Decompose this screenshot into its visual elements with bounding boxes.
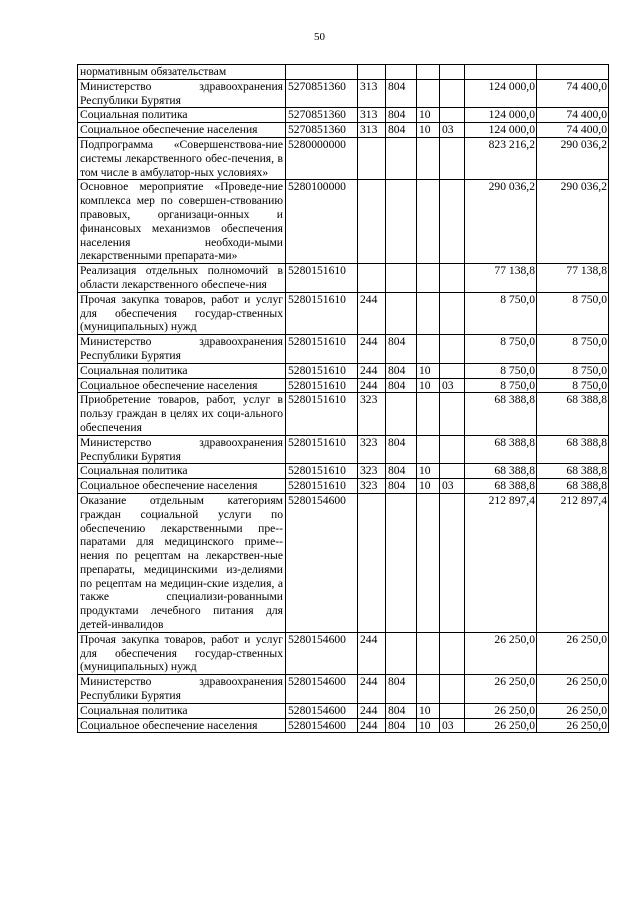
section-code-cell: 10: [417, 378, 440, 393]
expense-type-code-cell: 313: [358, 123, 386, 138]
subsection-code-cell: 03: [440, 718, 465, 733]
subsection-code-cell: [440, 632, 465, 674]
amount-second-cell: 8 750,0: [537, 363, 609, 378]
ministry-code-cell: [386, 264, 417, 293]
amount-first-cell: 68 388,8: [465, 464, 537, 479]
amount-first-cell: 26 250,0: [465, 632, 537, 674]
table-row: [78, 718, 609, 733]
amount-second-cell: 26 250,0: [537, 718, 609, 733]
table-body: [78, 65, 609, 733]
section-code-cell: [417, 335, 440, 364]
subsection-code-cell: [440, 393, 465, 435]
expense-type-code-cell: [358, 137, 386, 179]
target-article-code-cell: 5280151610: [286, 479, 358, 494]
ministry-code-cell: 804: [386, 108, 417, 123]
expense-type-code-cell: 244: [358, 703, 386, 718]
section-code-cell: 10: [417, 464, 440, 479]
subsection-code-cell: 03: [440, 479, 465, 494]
amount-second-cell: 68 388,8: [537, 435, 609, 464]
amount-first-cell: 290 036,2: [465, 180, 537, 264]
item-name-cell: Социальная политика: [78, 464, 286, 479]
amount-first-cell: 124 000,0: [465, 79, 537, 108]
ministry-code-cell: 804: [386, 675, 417, 704]
item-name-cell: Социальная политика: [78, 108, 286, 123]
table-row: [78, 65, 609, 80]
amount-second-cell: 77 138,8: [537, 264, 609, 293]
subsection-code-cell: [440, 363, 465, 378]
ministry-code-cell: [386, 65, 417, 80]
ministry-code-cell: 804: [386, 363, 417, 378]
target-article-code-cell: 5280151610: [286, 464, 358, 479]
budget-table: [77, 64, 609, 733]
subsection-code-cell: [440, 79, 465, 108]
ministry-code-cell: 804: [386, 718, 417, 733]
item-name-cell: Прочая закупка товаров, работ и услуг для обеспечения государ-ственных (муниципальных) нужд: [78, 292, 286, 334]
target-article-code-cell: 5270851360: [286, 79, 358, 108]
page-number: 50: [314, 31, 325, 43]
table-row: [78, 479, 609, 494]
amount-second-cell: 8 750,0: [537, 378, 609, 393]
amount-second-cell: 74 400,0: [537, 79, 609, 108]
expense-type-code-cell: 244: [358, 292, 386, 334]
subsection-code-cell: [440, 65, 465, 80]
item-name-cell: Социальная политика: [78, 703, 286, 718]
target-article-code-cell: 5270851360: [286, 123, 358, 138]
target-article-code-cell: 5280151610: [286, 264, 358, 293]
section-code-cell: [417, 292, 440, 334]
ministry-code-cell: 804: [386, 479, 417, 494]
amount-second-cell: 290 036,2: [537, 137, 609, 179]
section-code-cell: [417, 65, 440, 80]
ministry-code-cell: [386, 180, 417, 264]
expense-type-code-cell: 313: [358, 79, 386, 108]
amount-first-cell: 8 750,0: [465, 292, 537, 334]
ministry-code-cell: [386, 292, 417, 334]
table-row: [78, 123, 609, 138]
ministry-code-cell: 804: [386, 464, 417, 479]
section-code-cell: [417, 137, 440, 179]
target-article-code-cell: 5270851360: [286, 108, 358, 123]
amount-second-cell: 68 388,8: [537, 393, 609, 435]
amount-first-cell: 68 388,8: [465, 479, 537, 494]
expense-type-code-cell: 323: [358, 479, 386, 494]
section-code-cell: [417, 435, 440, 464]
target-article-code-cell: [286, 65, 358, 80]
item-name-cell: Прочая закупка товаров, работ и услуг для обеспечения государ-ственных (муниципальных) нужд: [78, 632, 286, 674]
amount-second-cell: 68 388,8: [537, 464, 609, 479]
ministry-code-cell: 804: [386, 378, 417, 393]
ministry-code-cell: 804: [386, 123, 417, 138]
subsection-code-cell: [440, 493, 465, 632]
ministry-code-cell: [386, 632, 417, 674]
amount-second-cell: 74 400,0: [537, 123, 609, 138]
table-row: [78, 464, 609, 479]
subsection-code-cell: [440, 264, 465, 293]
expense-type-code-cell: 244: [358, 718, 386, 733]
section-code-cell: [417, 264, 440, 293]
amount-first-cell: 8 750,0: [465, 335, 537, 364]
table-row: [78, 264, 609, 293]
amount-second-cell: 68 388,8: [537, 479, 609, 494]
subsection-code-cell: [440, 292, 465, 334]
expense-type-code-cell: 244: [358, 378, 386, 393]
expense-type-code-cell: [358, 65, 386, 80]
subsection-code-cell: [440, 180, 465, 264]
ministry-code-cell: [386, 393, 417, 435]
expense-type-code-cell: 244: [358, 632, 386, 674]
target-article-code-cell: 5280154600: [286, 675, 358, 704]
amount-second-cell: 8 750,0: [537, 292, 609, 334]
section-code-cell: 10: [417, 108, 440, 123]
item-name-cell: Социальное обеспечение населения: [78, 123, 286, 138]
item-name-cell: Министерство здравоохранения Республики Бурятия: [78, 335, 286, 364]
item-name-cell: Социальное обеспечение населения: [78, 718, 286, 733]
table-row: [78, 363, 609, 378]
ministry-code-cell: 804: [386, 703, 417, 718]
item-name-cell: Реализация отдельных полномочий в области лекарственного обеспече-ния: [78, 264, 286, 293]
expense-type-code-cell: [358, 264, 386, 293]
table-row: [78, 393, 609, 435]
subsection-code-cell: [440, 703, 465, 718]
target-article-code-cell: 5280154600: [286, 718, 358, 733]
item-name-cell: нормативным обязательствам: [78, 65, 286, 80]
item-name-cell: Министерство здравоохранения Республики Бурятия: [78, 79, 286, 108]
amount-second-cell: [537, 65, 609, 80]
subsection-code-cell: [440, 335, 465, 364]
item-name-cell: Приобретение товаров, работ, услуг в пользу граждан в целях их соци-ального обеспечения: [78, 393, 286, 435]
target-article-code-cell: 5280151610: [286, 435, 358, 464]
expense-type-code-cell: [358, 180, 386, 264]
table-row: [78, 378, 609, 393]
item-name-cell: Подпрограмма «Совершенствова-ние системы лекарственного обес-печения, в том числе в амбулатор-ных условиях»: [78, 137, 286, 179]
amount-first-cell: 26 250,0: [465, 718, 537, 733]
item-name-cell: Социальное обеспечение населения: [78, 378, 286, 393]
amount-first-cell: 212 897,4: [465, 493, 537, 632]
item-name-cell: Оказание отдельным категориям граждан социальной услуги по обеспечению лекарственными пре-паратами для медицинского приме-нения по рецептам на лекарствен-ные препараты, медицинскими из-делиями по рецептам на медицин-ские изделия, а также специализи-рованными продуктами лечебного питания для детей-инвалидов: [78, 493, 286, 632]
table-row: [78, 108, 609, 123]
subsection-code-cell: [440, 435, 465, 464]
expense-type-code-cell: [358, 493, 386, 632]
amount-first-cell: 68 388,8: [465, 435, 537, 464]
amount-second-cell: 26 250,0: [537, 632, 609, 674]
target-article-code-cell: 5280154600: [286, 632, 358, 674]
target-article-code-cell: 5280151610: [286, 378, 358, 393]
amount-first-cell: 8 750,0: [465, 363, 537, 378]
target-article-code-cell: 5280100000: [286, 180, 358, 264]
section-code-cell: [417, 180, 440, 264]
amount-first-cell: 8 750,0: [465, 378, 537, 393]
expense-type-code-cell: 244: [358, 363, 386, 378]
amount-second-cell: 8 750,0: [537, 335, 609, 364]
table-row: [78, 335, 609, 364]
section-code-cell: 10: [417, 123, 440, 138]
table-row: [78, 703, 609, 718]
expense-type-code-cell: 323: [358, 435, 386, 464]
expense-type-code-cell: 323: [358, 464, 386, 479]
target-article-code-cell: 5280000000: [286, 137, 358, 179]
target-article-code-cell: 5280151610: [286, 292, 358, 334]
section-code-cell: [417, 493, 440, 632]
section-code-cell: 10: [417, 718, 440, 733]
target-article-code-cell: 5280151610: [286, 363, 358, 378]
amount-second-cell: 74 400,0: [537, 108, 609, 123]
amount-first-cell: 26 250,0: [465, 703, 537, 718]
section-code-cell: [417, 632, 440, 674]
amount-first-cell: 26 250,0: [465, 675, 537, 704]
table-row: [78, 435, 609, 464]
section-code-cell: 10: [417, 703, 440, 718]
subsection-code-cell: [440, 137, 465, 179]
amount-first-cell: 68 388,8: [465, 393, 537, 435]
amount-second-cell: 26 250,0: [537, 703, 609, 718]
item-name-cell: Основное мероприятие «Проведе-ние комплекса мер по совершен-ствованию правовых, организаци-онных и финансовых механизмов обеспечения населения необходи-мыми лекарственными препарата-ми»: [78, 180, 286, 264]
ministry-code-cell: [386, 137, 417, 179]
table-row: [78, 180, 609, 264]
ministry-code-cell: 804: [386, 435, 417, 464]
table-row: [78, 79, 609, 108]
ministry-code-cell: 804: [386, 79, 417, 108]
amount-second-cell: 26 250,0: [537, 675, 609, 704]
section-code-cell: [417, 79, 440, 108]
target-article-code-cell: 5280154600: [286, 493, 358, 632]
section-code-cell: [417, 675, 440, 704]
amount-second-cell: 212 897,4: [537, 493, 609, 632]
target-article-code-cell: 5280151610: [286, 335, 358, 364]
section-code-cell: 10: [417, 363, 440, 378]
amount-second-cell: 290 036,2: [537, 180, 609, 264]
amount-first-cell: 823 216,2: [465, 137, 537, 179]
table-row: [78, 675, 609, 704]
expense-type-code-cell: 244: [358, 335, 386, 364]
amount-first-cell: 124 000,0: [465, 108, 537, 123]
item-name-cell: Министерство здравоохранения Республики Бурятия: [78, 675, 286, 704]
ministry-code-cell: 804: [386, 335, 417, 364]
target-article-code-cell: 5280151610: [286, 393, 358, 435]
subsection-code-cell: 03: [440, 378, 465, 393]
amount-first-cell: [465, 65, 537, 80]
table-row: [78, 632, 609, 674]
table-row: [78, 493, 609, 632]
item-name-cell: Социальная политика: [78, 363, 286, 378]
expense-type-code-cell: 244: [358, 675, 386, 704]
table-row: [78, 292, 609, 334]
ministry-code-cell: [386, 493, 417, 632]
item-name-cell: Социальное обеспечение населения: [78, 479, 286, 494]
section-code-cell: [417, 393, 440, 435]
subsection-code-cell: [440, 675, 465, 704]
subsection-code-cell: [440, 108, 465, 123]
item-name-cell: Министерство здравоохранения Республики Бурятия: [78, 435, 286, 464]
section-code-cell: 10: [417, 479, 440, 494]
amount-first-cell: 124 000,0: [465, 123, 537, 138]
target-article-code-cell: 5280154600: [286, 703, 358, 718]
amount-first-cell: 77 138,8: [465, 264, 537, 293]
expense-type-code-cell: 323: [358, 393, 386, 435]
table-row: [78, 137, 609, 179]
subsection-code-cell: 03: [440, 123, 465, 138]
subsection-code-cell: [440, 464, 465, 479]
expense-type-code-cell: 313: [358, 108, 386, 123]
